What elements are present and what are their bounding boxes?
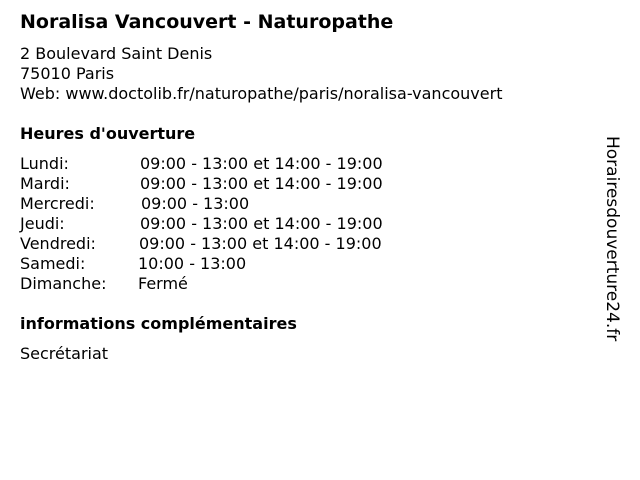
day-label: Mercredi: <box>20 194 95 213</box>
day-hours: 09:00 - 13:00 et 14:00 - 19:00 <box>140 214 383 233</box>
day-hours: Fermé <box>138 274 188 293</box>
site-watermark: Horairesdouverture24.fr <box>602 136 622 342</box>
day-label: Samedi: <box>20 254 86 273</box>
day-label: Dimanche: <box>20 274 107 293</box>
day-label: Lundi: <box>20 154 69 173</box>
address-block <box>20 44 502 104</box>
website-line: Web: www.doctolib.fr/naturopathe/paris/noralisa-vancouvert <box>20 84 503 103</box>
address-street: 2 Boulevard Saint Denis <box>20 44 213 63</box>
business-name: Noralisa Vancouvert - Naturopathe <box>20 11 394 33</box>
additional-info-text: Secrétariat <box>20 344 109 363</box>
opening-hours-heading: Heures d'ouverture <box>20 124 196 143</box>
address-city: 75010 Paris <box>20 64 115 83</box>
day-label: Jeudi: <box>20 214 65 233</box>
additional-info-heading: informations complémentaires <box>20 314 297 333</box>
day-hours: 09:00 - 13:00 et 14:00 - 19:00 <box>140 174 383 193</box>
day-label: Mardi: <box>20 174 70 193</box>
day-hours: 09:00 - 13:00 et 14:00 - 19:00 <box>140 154 383 173</box>
day-hours: 09:00 - 13:00 et 14:00 - 19:00 <box>139 234 382 253</box>
day-hours: 09:00 - 13:00 <box>141 194 250 213</box>
day-hours: 10:00 - 13:00 <box>138 254 247 273</box>
day-label: Vendredi: <box>20 234 96 253</box>
